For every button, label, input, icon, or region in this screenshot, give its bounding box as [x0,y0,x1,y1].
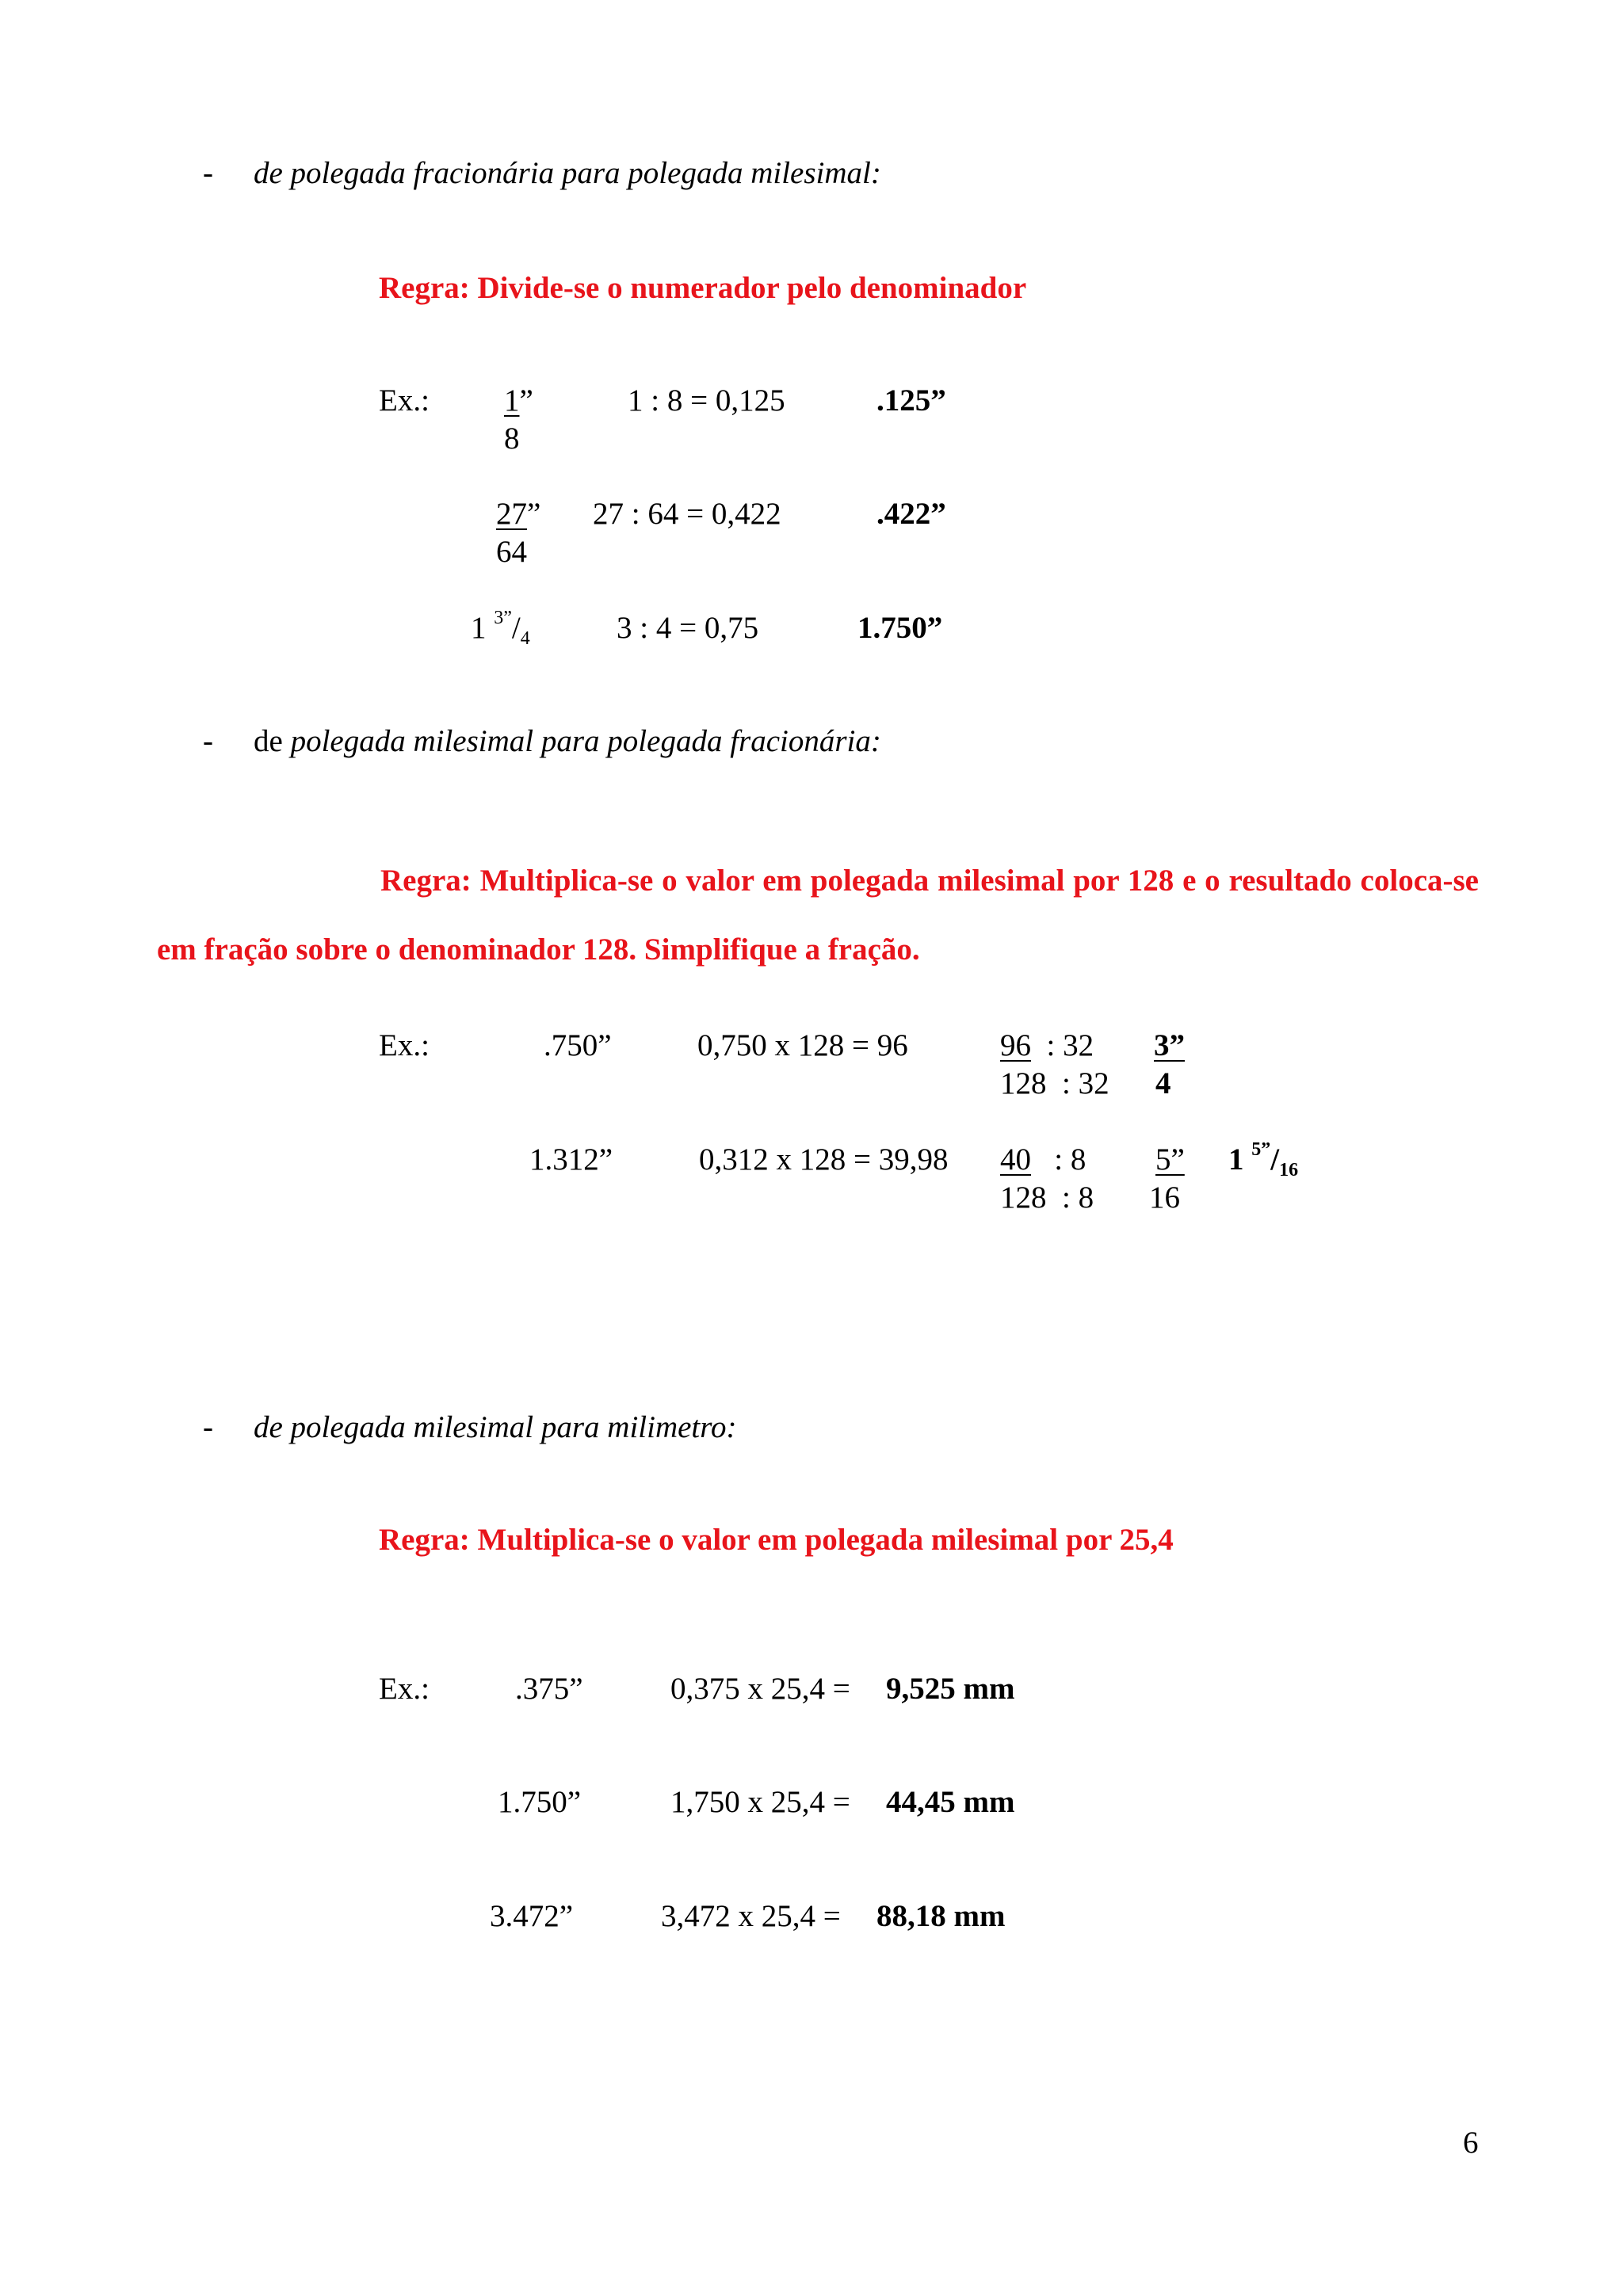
calculation: 0,750 x 128 = 96 [697,1028,908,1062]
value: .750” [544,1028,612,1062]
rule-mil-to-frac: Regra: Multiplica-se o valor em polegada milesimal por 128 e o resultado coloca-se em fração sobre o denominador 128. Simplifique a fração. [157,864,1479,967]
example-label: Ex.: [379,1672,430,1706]
example-label: Ex.: [379,383,430,418]
calculation: 0,375 x 25,4 = [670,1672,850,1706]
value: 1.750” [498,1785,582,1819]
calculation: 1,750 x 25,4 = [670,1785,850,1819]
fraction-denominator: 128 : 8 [1000,1180,1094,1215]
rule-frac-to-mil: Regra: Divide-se o numerador pelo denominador [379,271,1027,305]
result-denominator: 4 [1155,1066,1171,1100]
mixed-fraction: 1 $^{3”}/_4$ [471,608,530,649]
fraction-numerator: 27” [496,497,541,531]
example-label: Ex.: [379,1028,430,1062]
section-heading-mil-to-mm: de polegada milesimal para milimetro: [254,1410,737,1444]
section-heading-mil-to-frac: de polegada milesimal para polegada fracionária: [254,724,881,758]
result: .125” [876,383,946,418]
fraction-denominator: 64 [496,535,527,569]
result-numerator: 5” [1155,1142,1185,1177]
result: 9,525 mm [886,1672,1015,1706]
fraction-numerator: 96 : 32 [1000,1028,1094,1062]
value: 3.472” [490,1899,574,1933]
section-heading-frac-to-mil: de polegada fracionária para polegada milesimal: [254,156,881,190]
bullet-dash: - [203,1410,213,1444]
fraction-denominator: 8 [504,421,520,456]
fraction-numerator: 40 : 8 [1000,1142,1086,1177]
calculation: 3 : 4 = 0,75 [617,611,759,645]
value: .375” [515,1672,583,1706]
value: 1.312” [529,1142,613,1177]
mixed-fraction-result: 1 $^{5”}/_{16}$ [1228,1139,1299,1180]
result: .422” [876,497,946,531]
result-denominator: 16 [1149,1180,1180,1215]
bullet-dash: - [203,156,213,190]
rule-mil-to-mm: Regra: Multiplica-se o valor em polegada milesimal por 25,4 [379,1523,1174,1557]
result: 44,45 mm [886,1785,1015,1819]
result: 88,18 mm [876,1899,1006,1933]
result: 1.750” [857,611,943,645]
fraction-denominator: 128 : 32 [1000,1066,1109,1100]
calculation: 3,472 x 25,4 = [661,1899,841,1933]
result-numerator: 3” [1154,1028,1185,1062]
calculation: 27 : 64 = 0,422 [593,497,781,531]
calculation: 1 : 8 = 0,125 [628,383,785,418]
page-number: 6 [1463,2126,1479,2160]
bullet-dash: - [203,724,213,758]
calculation: 0,312 x 128 = 39,98 [699,1142,949,1177]
fraction-numerator: 1” [504,383,533,418]
